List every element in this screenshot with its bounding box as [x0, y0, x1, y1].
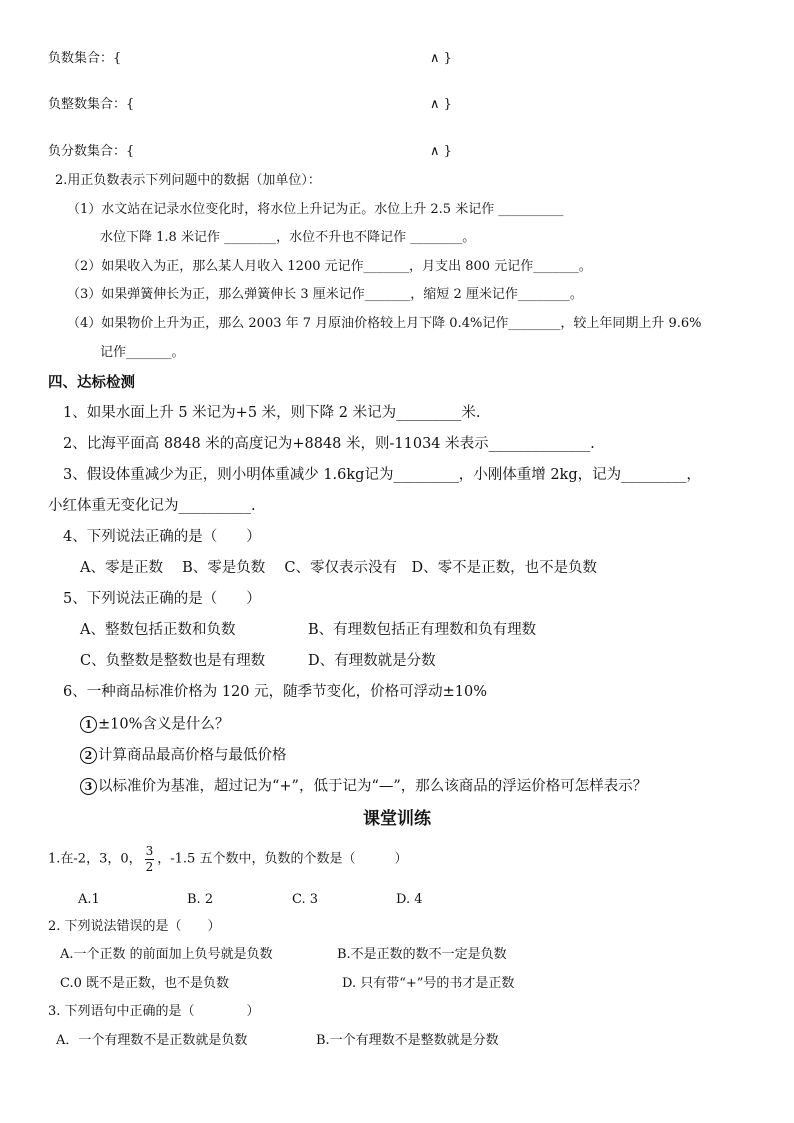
practice-q2: 2. 下列说法错误的是（ ） — [48, 919, 221, 934]
q2-item-4: （4）如果物价上升为正，那么 2003 年 7 月原油价格较上月下降 0.4%记作________，较上年同期上升 9.6% — [67, 316, 702, 331]
s4-q6-sub-1: 1 ±10%含义是什么？ — [80, 716, 229, 733]
s4-q5-option-d: D、有理数就是分数 — [308, 653, 436, 669]
practice-q1: 1.在-2，3，0， $\frac{3}{2}$ ，-1.5 五个数中，负数的个数是（ ） — [48, 844, 408, 874]
s4-q1: 1、如果水面上升 5 米记为+5 米，则下降 2 米记为_________米. — [63, 405, 481, 421]
practice-q1-option-c: C. 3 — [292, 892, 319, 907]
fraction: $\frac{3}{2}$ — [145, 844, 154, 874]
q2-title: 2.用正负数表示下列问题中的数据（加单位）： — [55, 173, 321, 188]
practice-q3-option-a: A．一个有理数不是正数就是负数 — [56, 1033, 248, 1048]
section-4-heading: 四、达标检测 — [48, 374, 135, 391]
practice-q1-option-d: D. 4 — [396, 892, 423, 907]
s4-q5-option-a: A、整数包括正数和负数 — [80, 622, 236, 638]
negative-number-set-close: ∧ } — [430, 51, 452, 66]
practice-q1-option-b: B. 2 — [187, 892, 214, 907]
circled-number: 3 — [80, 778, 97, 795]
s4-q3: 3、假设体重减少为正，则小明体重减少 1.6kg记为_________，小刚体重增 2kg，记为_________， — [63, 467, 701, 483]
s4-q2: 2、比海平面高 8848 米的高度记为+8848 米，则-11034 米表示______________. — [63, 436, 595, 452]
s4-q4: 4、下列说法正确的是（ ） — [63, 529, 261, 545]
practice-q2-option-c: C.0 既不是正数，也不是负数 — [60, 976, 230, 991]
practice-heading: 课堂训练 — [363, 809, 431, 829]
q2-item-1-cont: 水位下降 1.8 米记作 ________，水位不升也不降记作 ________。 — [100, 230, 476, 245]
s4-q5: 5、下列说法正确的是（ ） — [63, 591, 261, 607]
negative-fraction-set-label: 负分数集合：{ — [48, 144, 135, 159]
s4-q6-sub-2: 2 计算商品最高价格与最低价格 — [80, 747, 287, 764]
circled-number: 1 — [80, 716, 97, 733]
negative-number-set-label: 负数集合：{ — [48, 51, 122, 66]
s4-q4-options: A、零是正数 B、零是负数 C、零仅表示没有 D、零不是正数，也不是负数 — [80, 560, 598, 576]
q2-item-1: （1）水文站在记录水位变化时，将水位上升记为正。水位上升 2.5 米记作 __________ — [67, 202, 564, 217]
s4-q5-option-b: B、有理数包括正有理数和负有理数 — [308, 622, 537, 638]
q2-item-2: （2）如果收入为正，那么某人月收入 1200 元记作_______，月支出 800 元记作_______。 — [67, 259, 592, 274]
s4-q6-sub-3: 3 以标准价为基准，超过记为“+”，低于记为“—”，那么该商品的浮运价格可怎样表示？ — [80, 778, 647, 795]
s4-q3-cont: 小红体重无变化记为__________. — [48, 498, 256, 514]
q2-item-3: （3）如果弹簧伸长为正，那么弹簧伸长 3 厘米记作_______，缩短 2 厘米记作________。 — [67, 287, 583, 302]
s4-q5-option-c: C、负整数是整数也是有理数 — [80, 653, 266, 669]
practice-q1-option-a: A.1 — [78, 892, 100, 907]
circled-number: 2 — [80, 747, 97, 764]
practice-q2-option-b: B.不是正数的数不一定是负数 — [337, 947, 507, 962]
practice-q2-option-d: D. 只有带“+”号的书才是正数 — [342, 976, 515, 991]
s4-q6: 6、一种商品标准价格为 120 元，随季节变化，价格可浮动±10% — [63, 684, 487, 700]
practice-q2-option-a: A.一个正数 的前面加上负号就是负数 — [60, 947, 273, 962]
negative-integer-set-label: 负整数集合：{ — [48, 97, 135, 112]
q2-item-4-cont: 记作_______。 — [100, 345, 185, 360]
negative-integer-set-close: ∧ } — [430, 97, 452, 112]
negative-fraction-set-close: ∧ } — [430, 144, 452, 159]
practice-q3-option-b: B.一个有理数不是整数就是分数 — [316, 1033, 499, 1048]
practice-q3: 3. 下列语句中正确的是（ ） — [48, 1004, 260, 1019]
